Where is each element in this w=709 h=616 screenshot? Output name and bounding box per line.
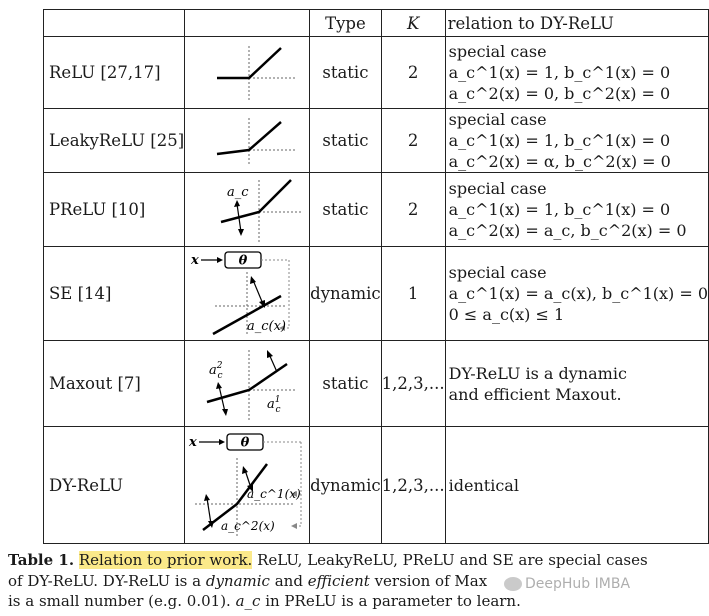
header-type: Type	[310, 10, 382, 37]
wechat-icon	[504, 577, 522, 591]
relation-cell	[445, 173, 708, 247]
method-name: PReLU [10]	[44, 173, 185, 247]
k-cell: 1,2,3,...	[381, 341, 445, 427]
relation-line: a_c^1(x) = 1, b_c^1(x) = 0	[448, 131, 671, 150]
caption-highlight: Relation to prior work.	[78, 551, 253, 569]
relation-line: special case	[448, 42, 547, 61]
figure-label-ac1: $a^1$ c	[267, 394, 281, 415]
relation-cell	[445, 341, 708, 427]
figure-label-theta: θ	[238, 253, 248, 268]
relation-line: a_c^2(x) = 0, b_c^2(x) = 0	[448, 84, 671, 103]
caption-text: in PReLU is a parameter to learn.	[260, 592, 521, 610]
table-row-prelu	[44, 173, 709, 247]
relation-line: 0 ≤ a_c(x) ≤ 1	[448, 305, 565, 324]
relation-cell	[445, 109, 708, 173]
table-row-leakyrelu	[44, 109, 709, 173]
relation-line: a_c^2(x) = a_c, b_c^2(x) = 0	[448, 221, 687, 240]
relation-line: a_c^1(x) = 1, b_c^1(x) = 0	[448, 63, 671, 82]
relation-line: identical	[448, 475, 519, 495]
method-name: LeakyReLU [25]	[44, 109, 185, 173]
header-k: K	[381, 10, 445, 37]
se-figure	[185, 247, 310, 341]
relation-line: special case	[448, 263, 547, 282]
figure-label-theta: θ	[240, 435, 250, 451]
table-row-dyrelu	[44, 427, 709, 544]
relation-line: DY-ReLU is a dynamic	[448, 363, 627, 383]
dyrelu-figure	[185, 427, 310, 544]
caption-text: ReLU, LeakyReLU, PReLU and SE are special cases	[252, 551, 648, 569]
relation-cell	[445, 37, 708, 109]
caption-line-1	[8, 550, 670, 571]
k-cell: 1,2,3,...	[381, 427, 445, 544]
k-cell: 2	[381, 37, 445, 109]
table-row-maxout	[44, 341, 709, 427]
table-row-se	[44, 247, 709, 341]
header-relation: relation to DY-ReLU	[445, 10, 708, 37]
relation-line: a_c^2(x) = α, b_c^2(x) = 0	[448, 152, 671, 171]
type-cell: static	[310, 341, 382, 427]
maxout-figure	[185, 341, 310, 427]
relation-line: special case	[448, 179, 547, 198]
header-figure	[185, 10, 310, 37]
caption-text: version of Max	[369, 571, 488, 590]
method-name: SE [14]	[44, 247, 185, 341]
type-cell: static	[310, 109, 382, 173]
caption-emphasis: dynamic	[205, 571, 270, 590]
caption-text: and	[269, 571, 308, 590]
caption-text: of DY-ReLU. DY-ReLU is a	[8, 571, 206, 590]
caption-math: a_c	[235, 592, 261, 610]
watermark-text: DeepHub IMBA	[525, 576, 631, 592]
watermark	[504, 576, 630, 592]
caption-line-3	[8, 591, 670, 612]
relation-line: special case	[448, 110, 547, 129]
figure-label-x: x	[189, 435, 197, 450]
figure-label-ac: a_c	[227, 184, 249, 200]
figure-label-ac1-x: a_c^1(x)	[247, 487, 301, 501]
type-cell: dynamic	[310, 427, 382, 544]
figure-label-ac2-x: a_c^2(x)	[221, 519, 275, 533]
type-cell: dynamic	[310, 247, 382, 341]
caption-emphasis: efficient	[307, 571, 370, 590]
type-cell: static	[310, 173, 382, 247]
relu-figure	[185, 37, 310, 109]
method-name: ReLU [27,17]	[44, 37, 185, 109]
type-cell: static	[310, 37, 382, 109]
prelu-figure	[185, 173, 310, 247]
figure-label-ac2: $a^2$ c	[209, 360, 223, 381]
header-method	[44, 10, 185, 37]
k-cell: 1	[381, 247, 445, 341]
method-name: DY-ReLU	[44, 427, 185, 544]
caption-text: is a small number (e.g. 0.01).	[8, 592, 236, 610]
figure-label-ac-x: a_c(x)	[247, 318, 287, 334]
figure-label-x: x	[191, 252, 199, 268]
k-cell: 2	[381, 109, 445, 173]
caption-label: Table 1.	[8, 551, 75, 569]
relation-line: and efficient Maxout.	[448, 384, 622, 404]
header-row	[44, 10, 709, 37]
relation-line: a_c^1(x) = a_c(x), b_c^1(x) = 0	[448, 284, 709, 303]
relation-table	[43, 9, 709, 544]
table-row-relu	[44, 37, 709, 109]
leakyrelu-figure	[185, 109, 310, 173]
method-name: Maxout [7]	[44, 341, 185, 427]
relation-cell	[445, 247, 708, 341]
relation-line: a_c^1(x) = 1, b_c^1(x) = 0	[448, 200, 671, 219]
k-cell: 2	[381, 173, 445, 247]
relation-cell	[445, 427, 708, 544]
